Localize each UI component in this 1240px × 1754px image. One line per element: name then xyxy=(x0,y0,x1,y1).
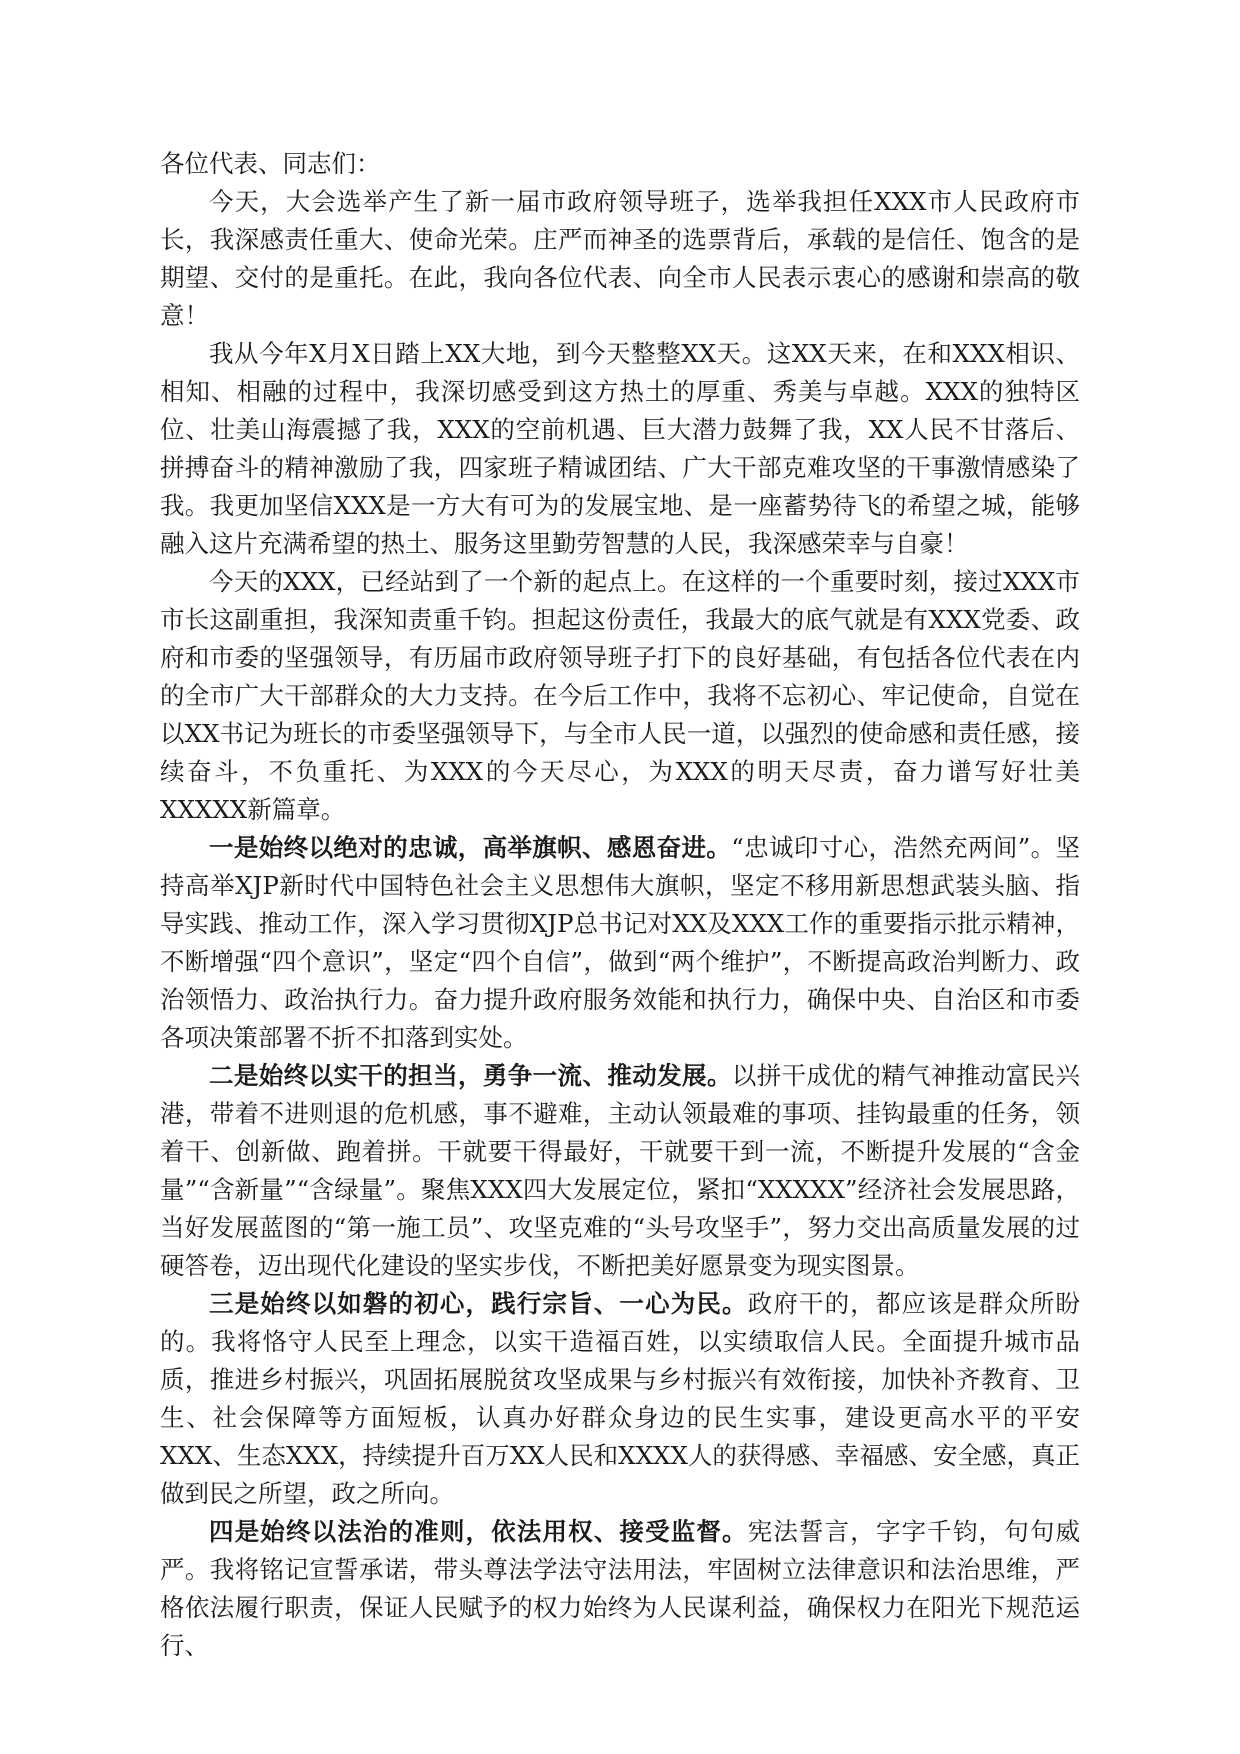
paragraph-text: 今天，大会选举产生了新一届市政府领导班子，选举我担任XXX市人民政府市长，我深感责任重大、使命光荣。庄严而神圣的选票背后，承载的是信任、饱含的是期望、交付的是重托。在此，我向各位代表、向全市人民表示衷心的感谢和崇高的敬意！ xyxy=(160,187,1080,330)
paragraph-2 xyxy=(160,335,1080,563)
paragraph-text: 以拼干成优的精气神推动富民兴港，带着不进则退的危机感，事不避难，主动认领最难的事项、挂钩最重的任务，领着干、创新做、跑着拼。干就要干得最好，干就要干到一流，不断提升发展的“含金量”“含新量”“含绿量”。聚焦XXX四大发展定位，紧扣“XXXXX”经济社会发展思路，当好发展蓝图的“第一施工员”、攻坚克难的“头号攻坚手”，努力交出高质量发展的过硬答卷，迈出现代化建设的坚实步伐，不断把美好愿景变为现实图景。 xyxy=(160,1061,1081,1280)
paragraph-lead: 三是始终以如磐的初心，践行宗旨、一心为民。 xyxy=(209,1289,748,1318)
paragraph-text: 我从今年X月X日踏上XX大地，到今天整整XX天。这XX天来，在和XXX相识、相知、相融的过程中，我深切感受到这方热土的厚重、秀美与卓越。XXX的独特区位、壮美山海震撼了我，XXX的空前机遇、巨大潜力鼓舞了我，XX人民不甘落后、拼搏奋斗的精神激励了我，四家班子精诚团结、广大干部克难攻坚的干事激情感染了我。我更加坚信XXX是一方大有可为的发展宝地、是一座蓄势待飞的希望之城，能够融入这片充满希望的热土、服务这里勤劳智慧的人民，我深感荣幸与自豪！ xyxy=(160,339,1080,558)
paragraph-6 xyxy=(160,1285,1080,1513)
document-page xyxy=(160,145,1080,1665)
paragraph-1 xyxy=(160,183,1080,335)
paragraph-lead: 二是始终以实干的担当，勇争一流、推动发展。 xyxy=(209,1061,732,1090)
paragraph-lead: 一是始终以绝对的忠诚，高举旗帜、感恩奋进。 xyxy=(209,833,732,862)
paragraph-3 xyxy=(160,563,1080,829)
paragraph-text: “忠诚印寸心，浩然充两间”。坚持高举XJP新时代中国特色社会主义思想伟大旗帜，坚定不移用新思想武装头脑、指导实践、推动工作，深入学习贯彻XJP总书记对XX及XXX工作的重要指示批示精神，不断增强“四个意识”，坚定“四个自信”，做到“两个维护”，不断提高政治判断力、政治领悟力、政治执行力。奋力提升政府服务效能和执行力，确保中央、自治区和市委各项决策部署不折不扣落到实处。 xyxy=(160,833,1080,1052)
salutation: 各位代表、同志们： xyxy=(160,149,381,178)
paragraph-5 xyxy=(160,1057,1080,1285)
paragraph-4 xyxy=(160,829,1080,1057)
paragraph-text: 宪法誓言，字字千钧，句句威严。我将铭记宣誓承诺，带头尊法学法守法用法，牢固树立法律意识和法治思维，严格依法履行职责，保证人民赋予的权力始终为人民谋利益，确保权力在阳光下规范运行、 xyxy=(160,1517,1081,1660)
paragraph-lead: 四是始终以法治的准则，依法用权、接受监督。 xyxy=(209,1517,748,1546)
paragraph-7 xyxy=(160,1513,1080,1665)
paragraph-text: 今天的XXX，已经站到了一个新的起点上。在这样的一个重要时刻，接过XXX市市长这副重担，我深知责重千钧。担起这份责任，我最大的底气就是有XXX党委、政府和市委的坚强领导，有历届市政府领导班子打下的良好基础，有包括各位代表在内的全市广大干部群众的大力支持。在今后工作中，我将不忘初心、牢记使命，自觉在以XX书记为班长的市委坚强领导下，与全市人民一道，以强烈的使命感和责任感，接续奋斗，不负重托、为XXX的今天尽心，为XXX的明天尽责，奋力谱写好壮美XXXXX新篇章。 xyxy=(160,567,1080,824)
paragraph-text: 政府干的，都应该是群众所盼的。我将恪守人民至上理念，以实干造福百姓，以实绩取信人民。全面提升城市品质，推进乡村振兴，巩固拓展脱贫攻坚成果与乡村振兴有效衔接，加快补齐教育、卫生、社会保障等方面短板，认真办好群众身边的民生实事，建设更高水平的平安XXX、生态XXX，持续提升百万XX人民和XXXX人的获得感、幸福感、安全感，真正做到民之所望，政之所向。 xyxy=(160,1289,1081,1508)
